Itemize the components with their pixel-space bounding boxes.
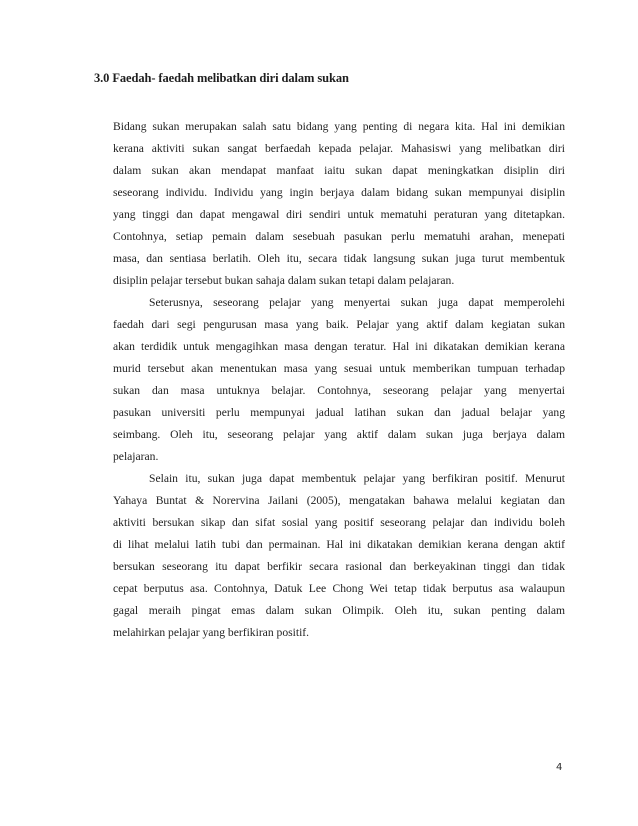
paragraph-2-line-8: pelajaran. <box>113 450 159 463</box>
paragraph-3-line-6: cepat berputus asa. Contohnya, Datuk Lee Chong Wei tetap tidak berputus asa walaupun <box>113 582 565 595</box>
paragraph-3-line-1: Selain itu, sukan juga dapat membentuk pelajar yang berfikiran positif. Menurut <box>149 472 565 485</box>
paragraph-2-line-4: murid tersebut akan menentukan masa yang sesuai untuk memberikan tumpuan terhadap <box>113 362 565 375</box>
paragraph-3-line-3: aktiviti bersukan sikap dan sifat sosial yang positif seseorang pelajar dan individu boleh <box>113 516 565 529</box>
paragraph-1-line-2: kerana aktiviti sukan sangat berfaedah kepada pelajar. Mahasiswi yang melibatkan diri <box>113 142 565 155</box>
paragraph-2-line-6: pasukan universiti perlu mempunyai jadual latihan sukan dan jadual belajar yang <box>113 406 565 419</box>
paragraph-3-line-8: melahirkan pelajar yang berfikiran positif. <box>113 626 310 639</box>
paragraph-2-line-3: akan terdidik untuk mengagihkan masa dengan teratur. Hal ini dikatakan demikian kerana <box>113 340 565 353</box>
paragraph-3-line-7: gagal meraih pingat emas dalam sukan Olimpik. Oleh itu, sukan penting dalam <box>113 604 565 617</box>
paragraph-2-line-1: Seterusnya, seseorang pelajar yang menyertai sukan juga dapat memperolehi <box>149 296 565 309</box>
section-heading: 3.0 Faedah- faedah melibatkan diri dalam sukan <box>94 71 349 85</box>
paragraph-1-line-8: disiplin pelajar tersebut bukan sahaja dalam sukan tetapi dalam pelajaran. <box>113 274 455 287</box>
paragraph-1-line-6: Contohnya, setiap pemain dalam sesebuah pasukan perlu mematuhi arahan, menepati <box>113 230 565 243</box>
page-number: 4 <box>556 762 563 773</box>
paragraph-1-line-7: masa, dan sentiasa berlatih. Oleh itu, secara tidak langsung sukan juga turut membentuk <box>113 252 565 265</box>
paragraph-2-line-2: faedah dari segi pengurusan masa yang baik. Pelajar yang aktif dalam kegiatan sukan <box>113 318 565 331</box>
paragraph-2-line-7: seimbang. Oleh itu, seseorang pelajar yang aktif dalam sukan juga berjaya dalam <box>113 428 565 441</box>
paragraph-3-line-2: Yahaya Buntat & Norervina Jailani (2005), mengatakan bahawa melalui kegiatan dan <box>113 494 565 507</box>
paragraph-1-line-1: Bidang sukan merupakan salah satu bidang yang penting di negara kita. Hal ini demikian <box>113 120 565 133</box>
paragraph-1-line-4: seseorang individu. Individu yang ingin berjaya dalam bidang sukan mempunyai disiplin <box>113 186 565 199</box>
paragraph-2-line-5: sukan dan masa untuknya belajar. Contohnya, seseorang pelajar yang menyertai <box>113 384 565 397</box>
paragraph-1-line-3: dalam sukan akan mendapat manfaat iaitu sukan dapat meningkatkan disiplin diri <box>113 164 565 177</box>
paragraph-3-line-5: bersukan seseorang itu dapat berfikir secara rasional dan berkeyakinan tinggi dan tidak <box>113 560 565 573</box>
paragraph-1-line-5: yang tinggi dan dapat mengawal diri sendiri untuk mematuhi peraturan yang ditetapkan. <box>113 208 565 221</box>
paragraph-3-line-4: di lihat melalui latih tubi dan permainan. Hal ini dikatakan demikian kerana dengan aktif <box>113 538 565 551</box>
